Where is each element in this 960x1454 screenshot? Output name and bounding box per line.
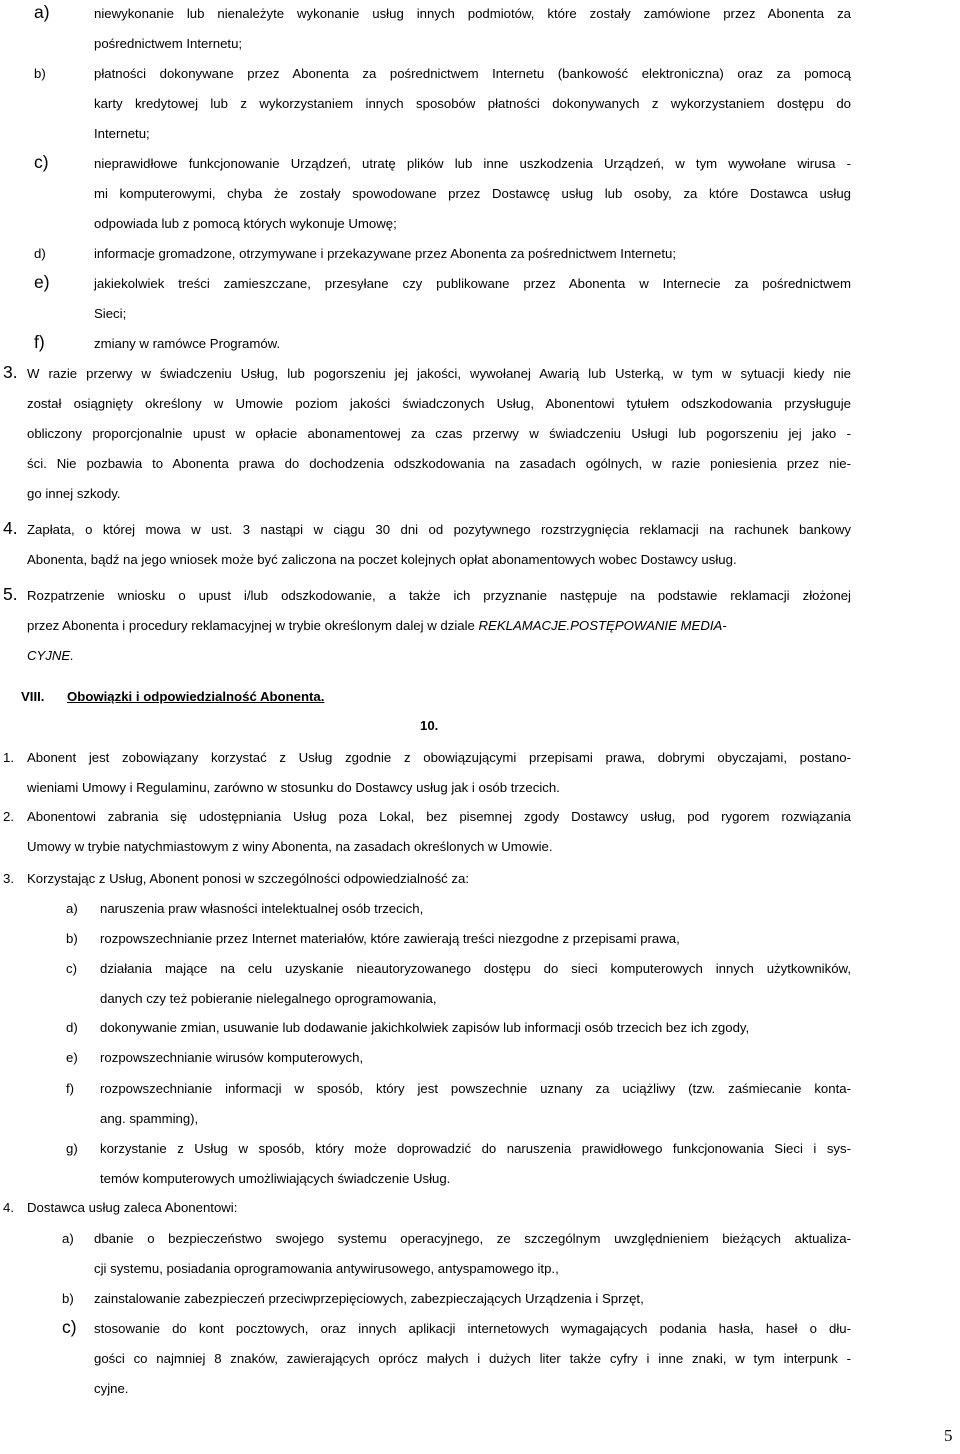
list-item-line: rozpowszechnianie przez Internet materiałów, które zawierają treści niezgodne z przepisami prawa, — [100, 931, 680, 946]
list-label: e) — [34, 272, 50, 292]
paragraph-line: Zapłata, o której mowa w ust. 3 nastąpi w ciągu 30 dni od pozytywnego rozstrzygnięcia reklamacji na rachunek bankowy — [27, 522, 851, 537]
paragraph-text: przez Abonenta i procedury reklamacyjnej w trybie określonym dalej w dziale — [27, 618, 475, 633]
list-item-line: zainstalowanie zabezpieczeń przeciwprzepięciowych, zabezpieczających Urządzenia i Sprzęt, — [94, 1291, 644, 1306]
list-item-line: Sieci; — [94, 306, 127, 321]
list-label: c) — [66, 961, 77, 976]
list-item-line: korzystanie z Usług w sposób, który może doprowadzić do naruszenia prawidłowego funkcjonowania Sieci i sys- — [100, 1141, 851, 1156]
list-item-line: naruszenia praw własności intelektualnej osób trzecich, — [100, 901, 424, 916]
paragraph-number: 4. — [3, 518, 18, 538]
list-label: e) — [66, 1050, 78, 1065]
paragraph-line: W razie przerwy w świadczeniu Usług, lub pogorszeniu jej jakości, wywołanej Awarią lub Usterką, w tym w sytuacji kiedy nie — [27, 366, 851, 381]
paragraph-number: 5. — [3, 584, 18, 604]
paragraph-line: obliczony proporcjonalnie upust w opłacie abonamentowej za czas przerwy w świadczeniu Usługi lub pogorszeniu jej jako - — [27, 426, 851, 441]
list-label: c) — [34, 152, 49, 172]
list-label: f) — [66, 1081, 75, 1096]
list-item-line: karty kredytowej lub z wykorzystaniem innych sposobów płatności dokonywanych z wykorzystaniem dostępu do — [94, 96, 851, 111]
paragraph-line: Abonenta, bądź na jego wniosek może być zaliczona na poczet kolejnych opłat abonamentowych wobec Dostawcy usług. — [27, 552, 737, 567]
list-item-line: nieprawidłowe funkcjonowanie Urządzeń, utratę plików lub inne uszkodzenia Urządzeń, w tym wywołane wirusa - — [94, 156, 851, 171]
paragraph-line: CYJNE. — [27, 648, 74, 663]
list-item-line: temów komputerowych umożliwiających świadczenie Usług. — [100, 1171, 451, 1186]
list-item-line: niewykonanie lub nienależyte wykonanie usług innych podmiotów, które zostały zamówione przez Abonenta za — [94, 6, 851, 21]
list-label: a) — [34, 2, 50, 22]
list-item-line: gości co najmniej 8 znaków, zawierających oprócz małych i dużych liter także cyfry i inne znaki, w tym interpunk - — [94, 1351, 851, 1366]
paragraph-line: Abonent jest zobowiązany korzystać z Usług zgodnie z obowiązującymi przepisami prawa, dobrymi obyczajami, postano- — [27, 750, 851, 765]
list-label: b) — [34, 66, 46, 81]
paragraph-line: Rozpatrzenie wniosku o upust i/lub odszkodowanie, a także ich przyznanie następuje na podstawie reklamacji złożonej — [27, 588, 851, 603]
chapter-number: VIII. — [21, 689, 45, 704]
paragraph-intro: Dostawca usług zaleca Abonentowi: — [27, 1200, 238, 1215]
list-item-line: cyjne. — [94, 1381, 129, 1396]
list-item-line: zmiany w ramówce Programów. — [94, 336, 281, 351]
list-label: a) — [66, 901, 78, 916]
list-item-line: jakiekolwiek treści zamieszczane, przesyłane czy publikowane przez Abonenta w Internecie za pośrednictwem — [94, 276, 851, 291]
paragraph-line: Abonentowi zabrania się udostępniania Usług poza Lokal, bez pisemnej zgody Dostawcy usług, pod rygorem rozwiązania — [27, 809, 851, 824]
list-label: d) — [34, 246, 46, 261]
paragraph-line: Umowy w trybie natychmiastowym z winy Abonenta, na zasadach określonych w Umowie. — [27, 839, 553, 854]
list-item-line: rozpowszechnianie wirusów komputerowych, — [100, 1050, 364, 1065]
page-number: 5 — [944, 1426, 953, 1445]
paragraph-line — [27, 618, 727, 634]
chapter-title: Obowiązki i odpowiedzialność Abonenta. — [67, 689, 325, 704]
list-item-line: działania mające na celu uzyskanie nieautoryzowanego dostępu do sieci komputerowych innych użytkowników, — [100, 961, 851, 976]
paragraph-mark: 10. — [420, 718, 439, 733]
list-label: a) — [62, 1231, 74, 1246]
list-item-line: mi komputerowymi, chyba że zostały spowodowane przez Dostawcę usług lub osoby, za które Dostawca usług — [94, 186, 851, 201]
list-item-line: stosowanie do kont pocztowych, oraz innych aplikacji internetowych wymagających podania hasła, haseł o dłu- — [94, 1321, 851, 1336]
paragraph-number: 2. — [3, 809, 14, 824]
list-item-line: płatności dokonywane przez Abonenta za pośrednictwem Internetu (bankowość elektroniczna) oraz za pomocą — [94, 66, 851, 81]
paragraph-line: ści. Nie pozbawia to Abonenta prawa do dochodzenia odszkodowania na zasadach ogólnych, w razie poniesienia przez nie- — [27, 456, 851, 471]
paragraph-number: 1. — [3, 750, 14, 765]
list-item-line: ang. spamming), — [100, 1111, 199, 1126]
list-item-line: dbanie o bezpieczeństwo swojego systemu operacyjnego, ze szczególnym uwzględnieniem bieżących aktualiza- — [94, 1231, 851, 1246]
list-item-line: dokonywanie zmian, usuwanie lub dodawanie jakichkolwiek zapisów lub informacji osób trzecich bez ich zgody, — [100, 1020, 750, 1035]
paragraph-intro: Korzystając z Usług, Abonent ponosi w szczególności odpowiedzialność za: — [27, 871, 470, 886]
list-label: d) — [66, 1020, 78, 1035]
list-item-line: cji systemu, posiadania oprogramowania antywirusowego, antyspamowego itp., — [94, 1261, 559, 1276]
list-label: c) — [62, 1317, 77, 1337]
list-label: g) — [66, 1141, 78, 1156]
list-item-line: informacje gromadzone, otrzymywane i przekazywane przez Abonenta za pośrednictwem Internetu; — [94, 246, 677, 261]
list-label: b) — [66, 931, 78, 946]
list-item-line: Internetu; — [94, 126, 150, 141]
list-item-line: odpowiada lub z pomocą których wykonuje Umowę; — [94, 216, 397, 231]
paragraph-line: go innej szkody. — [27, 486, 121, 501]
list-item-line: rozpowszechnianie informacji w sposób, który jest powszechnie uznany za uciążliwy (tzw. zaśmiecanie konta- — [100, 1081, 851, 1096]
paragraph-line: został osiągnięty określony w Umowie poziom jakości świadczonych Usług, Abonentowi tytułem odszkodowania przysługuje — [27, 396, 851, 411]
list-label: f) — [34, 332, 45, 352]
section-reference: REKLAMACJE.POSTĘPOWANIE MEDIA- — [478, 618, 727, 633]
list-item-line: pośrednictwem Internetu; — [94, 36, 243, 51]
list-label: b) — [62, 1291, 74, 1306]
paragraph-number: 3. — [3, 871, 14, 886]
paragraph-line: wieniami Umowy i Regulaminu, zarówno w stosunku do Dostawcy usług jak i osób trzecich. — [27, 780, 560, 795]
list-item-line: danych czy też pobieranie nielegalnego oprogramowania, — [100, 991, 437, 1006]
paragraph-number: 4. — [3, 1200, 14, 1215]
paragraph-number: 3. — [3, 362, 18, 382]
